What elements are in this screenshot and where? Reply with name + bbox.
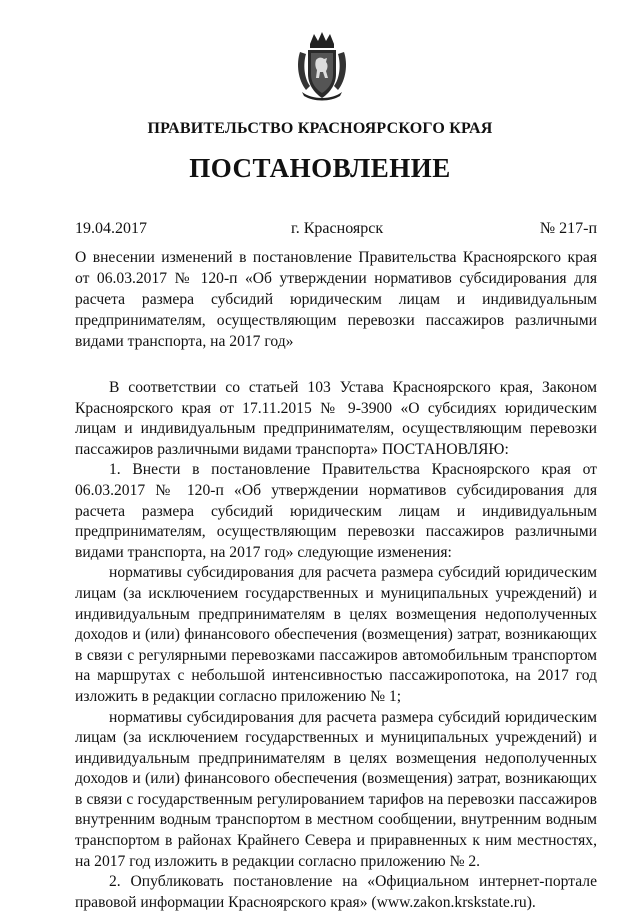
document-body <box>75 378 597 913</box>
document-city: г. Красноярск <box>291 220 384 237</box>
body-item-1: 1. Внести в постановление Правительства Красноярского края от 06.03.2017 № 120-п «Об утверждении нормативов субсидирования для расчета размера субсидий юридическим лицам и индивидуальным предпринимателям, осуществляющим перевозки пассажиров различными видами транспорта, на 2017 год» следующие изменения: <box>75 461 597 561</box>
document-subject: О внесении изменений в постановление Правительства Красноярского края от 06.03.2017 № 120-п «Об утверждении нормативов субсидирования для расчета размера субсидий юридическим лицам и индивидуальным предпринимателям, осуществляющим перевозки пассажиров различными видами транспорта, на 2017 год» <box>75 249 597 350</box>
document-type-heading: ПОСТАНОВЛЕНИЕ <box>189 153 451 183</box>
document-date: 19.04.2017 <box>75 220 147 237</box>
body-preamble: В соответствии со статьей 103 Устава Красноярского края, Законом Красноярского края от 17.11.2015 № 9-3900 «О субсидиях юридическим лицам и индивидуальным предпринимателям, осуществляющим перевозки пассажиров различными видами транспорта» ПОСТАНОВЛЯЮ: <box>75 379 597 458</box>
document-number: № 217-п <box>539 220 597 237</box>
coat-of-arms-icon <box>294 30 350 102</box>
body-item-1-subitem-1: нормативы субсидирования для расчета размера субсидий юридическим лицам (за исключением государственных и муниципальных учреждений) и индивидуальным предпринимателям в целях возмещения недополученных доходов и (или) финансового обеспечения (возмещения) затрат, возникающих в связи с регулярными перевозками пассажиров автомобильным транспортом на маршрутах с небольшой интенсивностью пассажиропотока, на 2017 год изложить в редакции согласно приложению № 1; <box>75 564 597 705</box>
organization-title: ПРАВИТЕЛЬСТВО КРАСНОЯРСКОГО КРАЯ <box>147 120 493 137</box>
body-item-2: 2. Опубликовать постановление на «Официальном интернет-портале правовой информации Красноярского края» (www.zakon.krskstate.ru). <box>75 873 597 911</box>
body-item-1-subitem-2: нормативы субсидирования для расчета размера субсидий юридическим лицам (за исключением государственных и муниципальных учреждений) и индивидуальным предпринимателям в целях возмещения недополученных доходов и (или) финансового обеспечения (возмещения) затрат, возникающих в связи с государственным регулированием тарифов на перевозки пассажиров внутренним водным транспортом в местном сообщении, внутренним водным транспортом в районах Крайнего Севера и приравненных к ним местностях, на 2017 год изложить в редакции согласно приложению № 2. <box>75 708 597 870</box>
